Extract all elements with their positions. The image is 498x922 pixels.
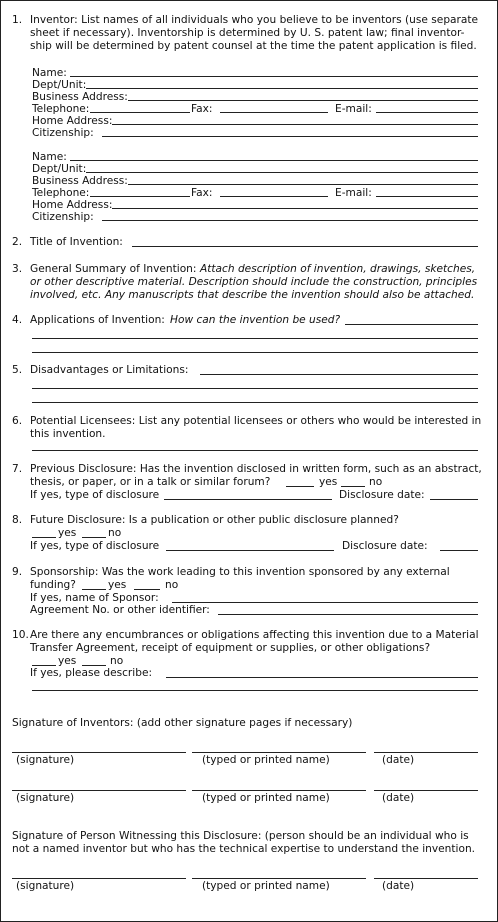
home-address-label: Home Address: xyxy=(32,199,113,211)
agreement-number-field[interactable] xyxy=(218,614,478,615)
encumbrances-field[interactable] xyxy=(166,677,478,678)
title-of-invention-field[interactable] xyxy=(132,246,478,247)
home-address-field[interactable] xyxy=(112,208,478,209)
s9-funding-label: funding? xyxy=(30,579,76,591)
s5-label: Disadvantages or Limitations: xyxy=(30,364,189,376)
encumbrances-field-line[interactable] xyxy=(32,690,478,691)
s10-line2: Transfer Agreement, receipt of equipment or supplies, or other obligations? xyxy=(30,642,431,654)
s9-sponsor-label: If yes, name of Sponsor: xyxy=(30,592,159,604)
s9-line1: Sponsorship: Was the work leading to this invention sponsored by any external xyxy=(30,566,450,578)
s3-instruction-3: involved, etc. Any manuscripts that describe the invention should also be attached. xyxy=(30,289,475,301)
s4-instruction: How can the invention be used? xyxy=(170,314,341,326)
business-address-field[interactable] xyxy=(128,184,478,185)
name-label: Name: xyxy=(32,151,67,163)
s7-no-label: no xyxy=(369,476,383,488)
s10-describe-label: If yes, please describe: xyxy=(30,667,153,679)
s8-yes-blank[interactable] xyxy=(32,537,56,538)
s8-no-blank[interactable] xyxy=(82,537,106,538)
s3-instruction-1: Attach description of invention, drawings, sketches, xyxy=(200,263,476,275)
date-caption: (date) xyxy=(382,792,415,804)
s7-number: 7. xyxy=(12,463,23,475)
s8-date-label: Disclosure date: xyxy=(342,540,428,552)
s7-line2: thesis, or paper, or in a talk or similar forum? xyxy=(30,476,271,488)
fax-label: Fax: xyxy=(191,187,213,199)
business-address-label: Business Address: xyxy=(32,175,128,187)
citizenship-field[interactable] xyxy=(102,220,478,221)
s4-number: 4. xyxy=(12,314,23,326)
s2-number: 2. xyxy=(12,236,23,248)
telephone-label: Telephone: xyxy=(32,103,90,115)
signature-caption: (signature) xyxy=(16,880,75,892)
printed-name-caption: (typed or printed name) xyxy=(202,792,330,804)
inventor-printed-name-field[interactable] xyxy=(192,790,366,791)
witness-date-field[interactable] xyxy=(374,878,478,879)
s7-yes-blank[interactable] xyxy=(286,486,314,487)
s1-number: 1. xyxy=(12,14,23,26)
citizenship-field[interactable] xyxy=(102,136,478,137)
disadvantages-field[interactable] xyxy=(200,374,478,375)
s7-no-blank[interactable] xyxy=(341,486,365,487)
s1-line1: Inventor: List names of all individuals who you believe to be inventors (use separate xyxy=(30,14,479,26)
telephone-label: Telephone: xyxy=(32,187,90,199)
s1-line3: ship will be determined by patent counsel at the time the patent application is filed. xyxy=(30,40,477,52)
s8-type-field[interactable] xyxy=(166,550,334,551)
printed-name-caption: (typed or printed name) xyxy=(202,754,330,766)
s10-line1: Are there any encumbrances or obligations affecting this invention due to a Material xyxy=(30,629,479,641)
s7-type-field[interactable] xyxy=(164,499,332,500)
business-address-field[interactable] xyxy=(128,100,478,101)
dept-field[interactable] xyxy=(86,88,478,89)
printed-name-caption: (typed or printed name) xyxy=(202,880,330,892)
s10-yes-label: yes xyxy=(58,655,77,667)
date-caption: (date) xyxy=(382,754,415,766)
s7-type-label: If yes, type of disclosure xyxy=(30,489,160,501)
disadvantages-field-line[interactable] xyxy=(32,402,478,403)
s6-line1: Potential Licensees: List any potential licensees or others who would be interested in xyxy=(30,415,482,427)
s7-line1: Previous Disclosure: Has the invention disclosed in written form, such as an abstract, xyxy=(30,463,482,475)
s3-instruction-2: or other descriptive material. Description should include the construction, principles xyxy=(30,276,478,288)
s8-type-label: If yes, type of disclosure xyxy=(30,540,160,552)
dept-label: Dept/Unit: xyxy=(32,79,87,91)
citizenship-label: Citizenship: xyxy=(32,211,94,223)
s7-yes-label: yes xyxy=(319,476,338,488)
s1-line2: sheet if necessary). Inventorship is determined by U. S. patent law; final inventor- xyxy=(30,27,465,39)
telephone-field[interactable] xyxy=(90,196,190,197)
s10-yes-blank[interactable] xyxy=(32,665,56,666)
applications-field-line[interactable] xyxy=(32,338,478,339)
s9-agreement-label: Agreement No. or other identifier: xyxy=(30,604,210,616)
s9-yes-blank[interactable] xyxy=(82,589,106,590)
home-address-field[interactable] xyxy=(112,124,478,125)
email-field[interactable] xyxy=(376,112,478,113)
licensees-field[interactable] xyxy=(32,450,478,451)
dept-field[interactable] xyxy=(86,172,478,173)
citizenship-label: Citizenship: xyxy=(32,127,94,139)
witness-signature-field[interactable] xyxy=(12,878,186,879)
witness-heading-line1: Signature of Person Witnessing this Disclosure: (person should be an individual who is xyxy=(12,830,469,842)
signature-caption: (signature) xyxy=(16,754,75,766)
signature-caption: (signature) xyxy=(16,792,75,804)
s8-no-label: no xyxy=(108,527,122,539)
inventor-signature-heading: Signature of Inventors: (add other signature pages if necessary) xyxy=(12,717,353,729)
s9-no-blank[interactable] xyxy=(134,589,160,590)
inventor-date-field[interactable] xyxy=(374,790,478,791)
s8-line1: Future Disclosure: Is a publication or other public disclosure planned? xyxy=(30,514,399,526)
applications-field-line[interactable] xyxy=(32,352,478,353)
email-field[interactable] xyxy=(376,196,478,197)
witness-printed-name-field[interactable] xyxy=(192,878,366,879)
s2-title-label: Title of Invention: xyxy=(30,236,123,248)
email-label: E-mail: xyxy=(335,103,372,115)
name-field[interactable] xyxy=(70,76,478,77)
s10-no-blank[interactable] xyxy=(82,665,106,666)
s3-label: General Summary of Invention: xyxy=(30,263,197,275)
inventor-signature-field[interactable] xyxy=(12,752,186,753)
home-address-label: Home Address: xyxy=(32,115,113,127)
s9-yes-label: yes xyxy=(108,579,127,591)
fax-field[interactable] xyxy=(220,196,328,197)
dept-label: Dept/Unit: xyxy=(32,163,87,175)
email-label: E-mail: xyxy=(335,187,372,199)
s6-line2: this invention. xyxy=(30,428,106,440)
name-label: Name: xyxy=(32,67,67,79)
business-address-label: Business Address: xyxy=(32,91,128,103)
fax-label: Fax: xyxy=(191,103,213,115)
s6-number: 6. xyxy=(12,415,23,427)
s8-yes-label: yes xyxy=(58,527,77,539)
applications-field[interactable] xyxy=(345,324,478,325)
witness-heading-line2: not a named inventor but who has the technical expertise to understand the invention. xyxy=(12,843,476,855)
disadvantages-field-line[interactable] xyxy=(32,388,478,389)
s10-no-label: no xyxy=(110,655,124,667)
telephone-field[interactable] xyxy=(90,112,190,113)
name-field[interactable] xyxy=(70,160,478,161)
sponsor-name-field[interactable] xyxy=(172,602,478,603)
date-caption: (date) xyxy=(382,880,415,892)
s8-number: 8. xyxy=(12,514,23,526)
s7-date-field[interactable] xyxy=(430,499,478,500)
s4-label: Applications of Invention: xyxy=(30,314,165,326)
s10-number: 10. xyxy=(12,629,29,641)
s7-date-label: Disclosure date: xyxy=(339,489,425,501)
s8-date-field[interactable] xyxy=(440,550,478,551)
s3-number: 3. xyxy=(12,263,23,275)
fax-field[interactable] xyxy=(220,112,328,113)
s9-number: 9. xyxy=(12,566,23,578)
s9-no-label: no xyxy=(165,579,179,591)
inventor-printed-name-field[interactable] xyxy=(192,752,366,753)
inventor-date-field[interactable] xyxy=(374,752,478,753)
s5-number: 5. xyxy=(12,364,23,376)
inventor-signature-field[interactable] xyxy=(12,790,186,791)
